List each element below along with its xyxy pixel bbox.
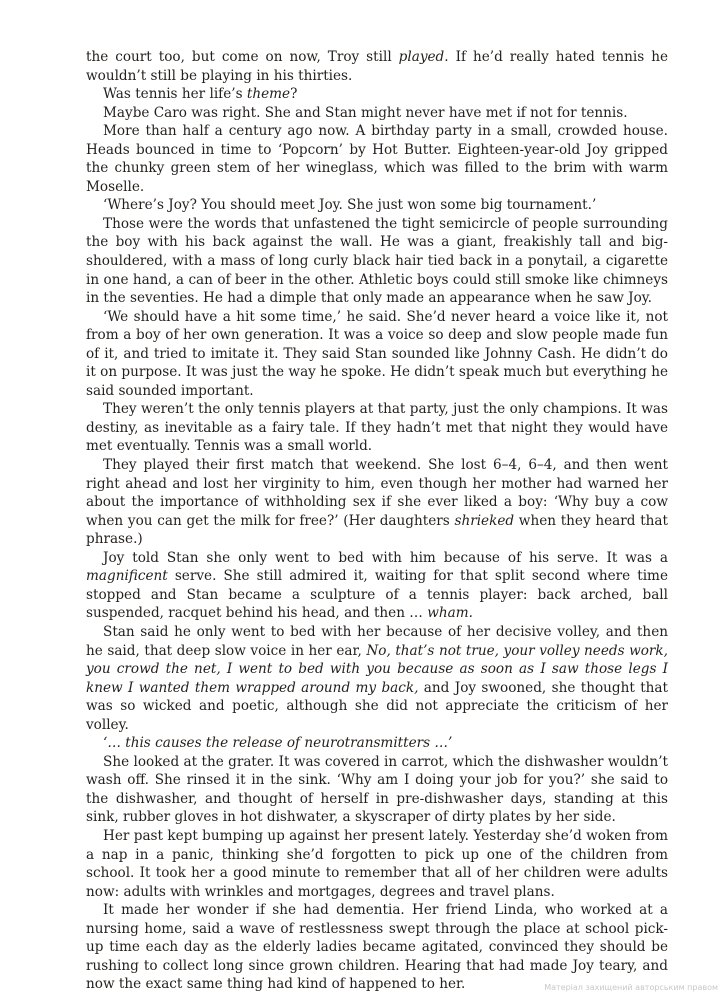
paragraph — [86, 400, 668, 456]
paragraph — [86, 753, 668, 827]
text-run: when they heard that phrase.) — [86, 512, 668, 548]
text-run: the court too, but come on now, Troy still — [86, 49, 399, 65]
paragraph — [86, 308, 668, 401]
text-run: They played their first match that weekend. She lost 6–4, 6–4, and then went right ahead and lost her virginity to him, even though her mother had warned her about the importance of withholding sex if she ever liked a boy: ‘Why buy a cow when you can get the milk for free?’ (Her daughters — [86, 457, 668, 529]
paragraph — [86, 901, 668, 994]
paragraph — [86, 215, 668, 308]
text-run: ‘Where’s Joy? You should meet Joy. She just won some big tournament.’ — [103, 197, 597, 214]
text-run: . If he’d really hated tennis he wouldn’t still be playing in his thirties. — [86, 49, 669, 84]
text-run: It made her wonder if she had dementia. Her friend Linda, who worked at a nursing home, said a wave of restlessness swept through the place at school pick-up time each day as the elderly ladies became agitated, convinced they should be rushing to collect long since grown children. Hearing that had made Joy teary, and now the exact same thing had kind of happened to her. — [86, 902, 668, 993]
text-run: Her past kept bumping up against her present lately. Yesterday she’d woken from a nap in a panic, thinking she’d forgotten to pick up one of the children from school. It took her a good minute to remember that all of her children were adults now: adults with wrinkles and mortgages, degrees and travel plans. — [86, 827, 668, 900]
paragraph — [86, 122, 668, 196]
italic-text: No, that’s not true, your volley needs work, you crowd the net, I went to bed with you because as soon as I saw those legs I knew I wanted them wrapped around my back, — [86, 642, 668, 696]
italic-text: played — [398, 49, 445, 65]
text-run: Maybe Caro was right. She and Stan might never have met if not for tennis. — [103, 104, 628, 121]
text-run: Stan said he only went to bed with her because of her decisive volley, and then he said, that deep slow voice in her ear, — [86, 623, 668, 659]
text-run: More than half a century ago now. A birthday party in a small, crowded house. Heads bounced in time to ‘Popcorn’ by Hot Butter. Eighteen-year-old Joy gripped the chunky green stem of her wineglass, which was filled to the brim with warm Moselle. — [86, 123, 668, 195]
text-run: Joy told Stan she only went to bed with him because of his serve. It was a — [103, 549, 668, 566]
paragraph — [86, 734, 668, 753]
italic-text: ‘… this causes the release of neurotransmitters …’ — [103, 735, 453, 752]
text-run: ‘We should have a hit some time,’ he said. She’d never heard a voice like it, not from a boy of her own generation. It was a voice so deep and slow people made fun of it, and tried to imitate it. They said Stan sounded like Johnny Cash. He didn’t do it on purpose. It was just the way he spoke. He didn’t speak much but everything he said sounded important. — [86, 308, 668, 399]
italic-text: shrieked — [454, 512, 515, 529]
text-run: Was tennis her life’s — [103, 86, 247, 103]
italic-text: theme — [246, 86, 291, 103]
paragraph — [86, 623, 668, 734]
text-run: serve. She still admired it, waiting for that split second where time stopped and Stan became a sculpture of a tennis player: back arched, ball suspended, racquet behind his head, and then … — [86, 568, 668, 622]
book-page-text — [86, 48, 668, 994]
text-run: Those were the words that unfastened the tight semicircle of people surrounding the boy with his back against the wall. He was a giant, freakishly tall and big-shouldered, with a mass of long curly black hair tied back in a ponytail, a cigarette in one hand, a can of beer in the other. Athletic boys could still smoke like chimneys in the seventies. He had a dimple that only made an appearance when he saw Joy. — [86, 215, 668, 307]
italic-text: wham. — [427, 605, 473, 622]
paragraph — [86, 456, 668, 549]
text-run: and Joy swooned, she thought that was so wicked and poetic, although she did not appreciate the criticism of her volley. — [86, 679, 668, 733]
paragraph — [86, 48, 668, 85]
text-run: She looked at the grater. It was covered in carrot, which the dishwasher wouldn’t wash off. She rinsed it in the sink. ‘Why am I doing your job for you?’ she said to the dishwasher, and thought of herself in pre-dishwasher days, standing at this sink, rubber gloves in hot dishwater, a skyscraper of dirty plates by her side. — [86, 753, 668, 826]
paragraph — [86, 104, 668, 123]
text-run: ? — [290, 86, 298, 103]
text-run: They weren’t the only tennis players at that party, just the only champions. It was destiny, as inevitable as a fairy tale. If they hadn’t met that night they would have met eventually. Tennis was a small world. — [86, 401, 668, 455]
paragraph — [86, 196, 668, 215]
italic-text: magnificent — [86, 568, 168, 585]
paragraph — [86, 549, 668, 623]
copyright-watermark: Матеріал захищений авторським правом — [544, 983, 718, 992]
paragraph — [86, 827, 668, 901]
paragraph — [86, 85, 668, 104]
